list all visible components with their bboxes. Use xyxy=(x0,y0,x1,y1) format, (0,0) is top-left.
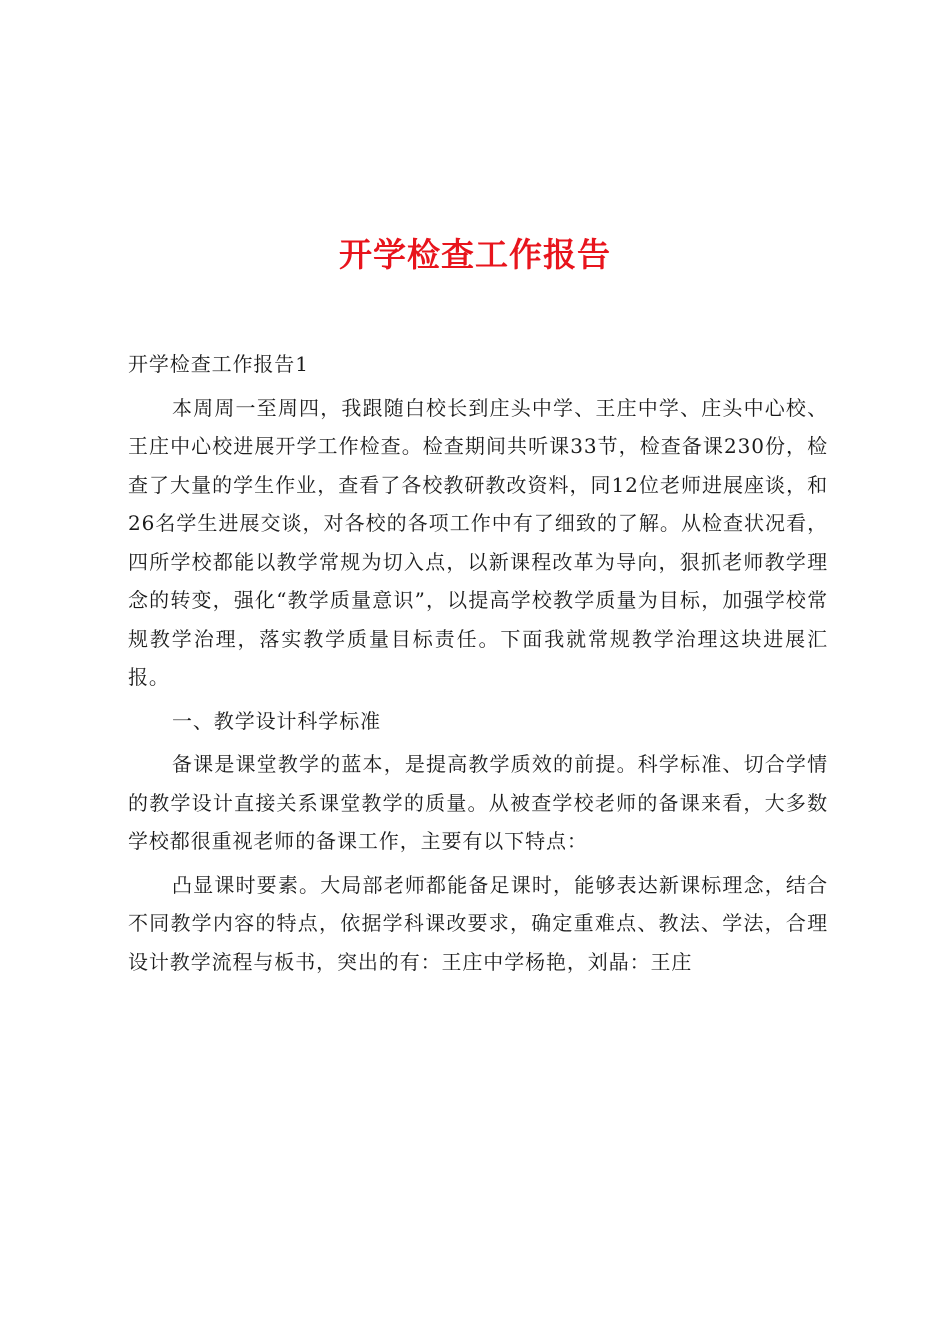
paragraph-intro: 本周周一至周四，我跟随白校长到庄头中学、王庄中学、庄头中心校、王庄中心校进展开学工作检查。检查期间共听课33节，检查备课230份，检查了大量的学生作业，查看了各校教研教改资料，同12位老师进展座谈，和26名学生进展交谈，对各校的各项工作中有了细致的了解。从检查状况看，四所学校都能以教学常规为切入点，以新课程改革为导向，狠抓老师教学理念的转变，强化“教学质量意识”，以提高学校教学质量为目标，加强学校常规教学治理，落实教学质量目标责任。下面我就常规教学治理这块进展汇报。 xyxy=(128,395,828,689)
paragraph-lesson-elements: 凸显课时要素。大局部老师都能备足课时，能够表达新课标理念，结合不同教学内容的特点，依据学科课改要求，确定重难点、教法、学法，合理设计教学流程与板书，突出的有：王庄中学杨艳，刘晶：王庄 xyxy=(128,872,828,974)
section-heading-teaching-design: 一、教学设计科学标准 xyxy=(172,708,381,733)
report-heading: 开学检查工作报告1 xyxy=(128,352,309,376)
paragraph-lesson-prep: 备课是课堂教学的蓝本，是提高教学质效的前提。科学标准、切合学情的教学设计直接关系课堂教学的质量。从被查学校老师的备课来看，大多数学校都很重视老师的备课工作，主要有以下特点： xyxy=(128,752,828,853)
document-body xyxy=(128,345,828,986)
document-title: 开学检查工作报告 xyxy=(339,235,611,275)
